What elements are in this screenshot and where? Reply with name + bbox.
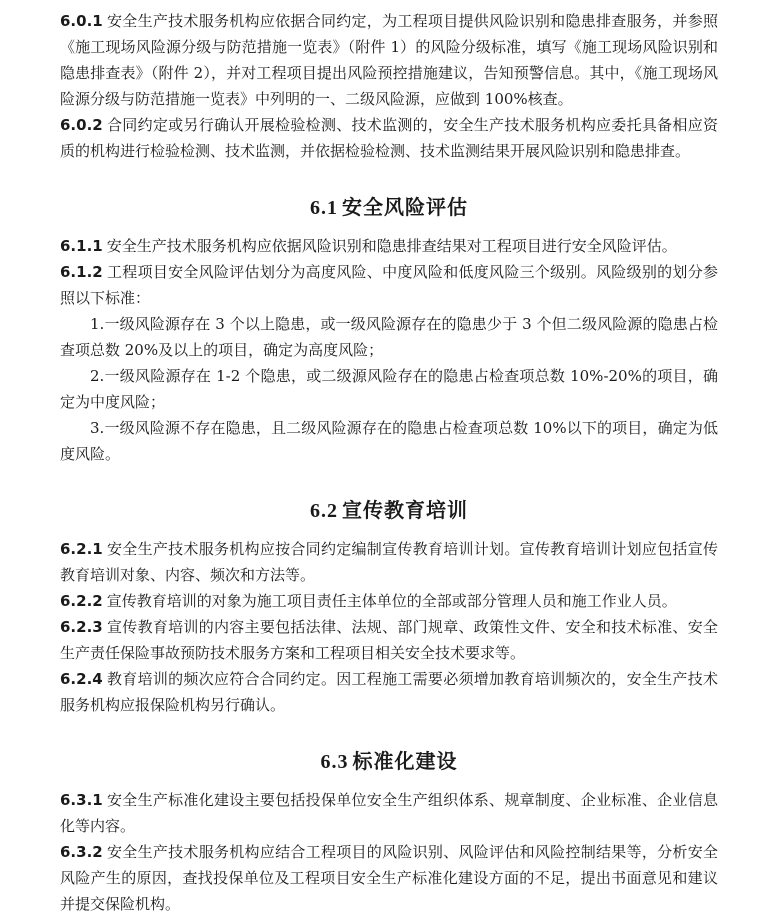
section-title: 宣传教育培训 bbox=[342, 498, 468, 522]
risk-level-item-3: 3.一级风险源不存在隐患，且二级风险源存在的隐患占检查项总数 10%以下的项目，确定为低度风险。 bbox=[60, 419, 718, 463]
clause-6-0-2 bbox=[60, 112, 718, 164]
clause-text: 工程项目安全风险评估划分为高度风险、中度风险和低度风险三个级别。风险级别的划分参照以下标准： bbox=[60, 263, 718, 307]
clause-number: 6.0.2 bbox=[60, 116, 103, 134]
section-title: 标准化建设 bbox=[352, 749, 458, 773]
spacer bbox=[60, 164, 718, 192]
section-heading-6-2 bbox=[60, 495, 718, 526]
clause-6-2-2 bbox=[60, 588, 718, 614]
clause-6-1-2 bbox=[60, 259, 718, 311]
spacer bbox=[60, 526, 718, 536]
section-number: 6.3 bbox=[320, 751, 349, 773]
spacer bbox=[60, 777, 718, 787]
clause-text: 安全生产技术服务机构应按合同约定编制宣传教育培训计划。宣传教育培训计划应包括宣传教育培训对象、内容、频次和方法等。 bbox=[60, 540, 718, 584]
clause-6-2-1 bbox=[60, 536, 718, 588]
clause-text: 合同约定或另行确认开展检验检测、技术监测的，安全生产技术服务机构应委托具备相应资质的机构进行检验检测、技术监测，并依据检验检测、技术监测结果开展风险识别和隐患排查。 bbox=[60, 116, 718, 160]
clause-text: 安全生产标准化建设主要包括投保单位安全生产组织体系、规章制度、企业标准、企业信息化等内容。 bbox=[60, 791, 718, 835]
clause-text: 安全生产技术服务机构应依据风险识别和隐患排查结果对工程项目进行安全风险评估。 bbox=[106, 237, 677, 255]
section-number: 6.2 bbox=[310, 500, 338, 522]
section-title: 安全风险评估 bbox=[342, 195, 468, 219]
clause-6-2-4 bbox=[60, 666, 718, 718]
clause-number: 6.2.1 bbox=[60, 540, 103, 558]
clause-6-1-1 bbox=[60, 233, 718, 259]
section-number: 6.1 bbox=[310, 197, 338, 219]
spacer bbox=[60, 718, 718, 746]
clause-6-3-1 bbox=[60, 787, 718, 839]
clause-text: 安全生产技术服务机构应依据合同约定，为工程项目提供风险识别和隐患排查服务，并参照《施工现场风险源分级与防范措施一览表》（附件 1）的风险分级标准，填写《施工现场风险识别和隐患排查表》（附件 2），并对工程项目提出风险预控措施建议，告知预警信息。其中，《施工现场风险源分级与防范措施一览表》中列明的一、二级风险源，应做到 100%核查。 bbox=[60, 12, 718, 108]
clause-text: 教育培训的频次应符合合同约定。因工程施工需要必须增加教育培训频次的，安全生产技术服务机构应报保险机构另行确认。 bbox=[60, 670, 718, 714]
clause-number: 6.2.2 bbox=[60, 592, 103, 610]
clause-number: 6.0.1 bbox=[60, 12, 103, 30]
clause-number: 6.1.1 bbox=[60, 237, 103, 255]
clause-text: 宣传教育培训的内容主要包括法律、法规、部门规章、政策性文件、安全和技术标准、安全生产责任保险事故预防技术服务方案和工程项目相关安全技术要求等。 bbox=[60, 618, 718, 662]
clause-number: 6.3.1 bbox=[60, 791, 103, 809]
clause-number: 6.3.2 bbox=[60, 843, 103, 861]
risk-level-item-2: 2.一级风险源存在 1-2 个隐患，或二级源风险存在的隐患占检查项总数 10%-20%的项目，确定为中度风险； bbox=[60, 367, 718, 411]
spacer bbox=[60, 467, 718, 495]
clause-text: 安全生产技术服务机构应结合工程项目的风险识别、风险评估和风险控制结果等，分析安全风险产生的原因，查找投保单位及工程项目安全生产标准化建设方面的不足，提出书面意见和建议并提交保险机构。 bbox=[60, 843, 718, 913]
section-heading-6-1 bbox=[60, 192, 718, 223]
clause-6-0-1 bbox=[60, 8, 718, 112]
clause-number: 6.2.4 bbox=[60, 670, 103, 688]
clause-number: 6.1.2 bbox=[60, 263, 103, 281]
section-heading-6-3 bbox=[60, 746, 718, 777]
spacer bbox=[60, 223, 718, 233]
risk-level-item-1: 1.一级风险源存在 3 个以上隐患，或一级风险源存在的隐患少于 3 个但二级风险源的隐患占检查项总数 20%及以上的项目，确定为高度风险； bbox=[60, 315, 718, 359]
clause-text: 宣传教育培训的对象为施工项目责任主体单位的全部或部分管理人员和施工作业人员。 bbox=[106, 592, 677, 610]
clause-6-2-3 bbox=[60, 614, 718, 666]
clause-number: 6.2.3 bbox=[60, 618, 103, 636]
clause-6-3-2 bbox=[60, 839, 718, 917]
